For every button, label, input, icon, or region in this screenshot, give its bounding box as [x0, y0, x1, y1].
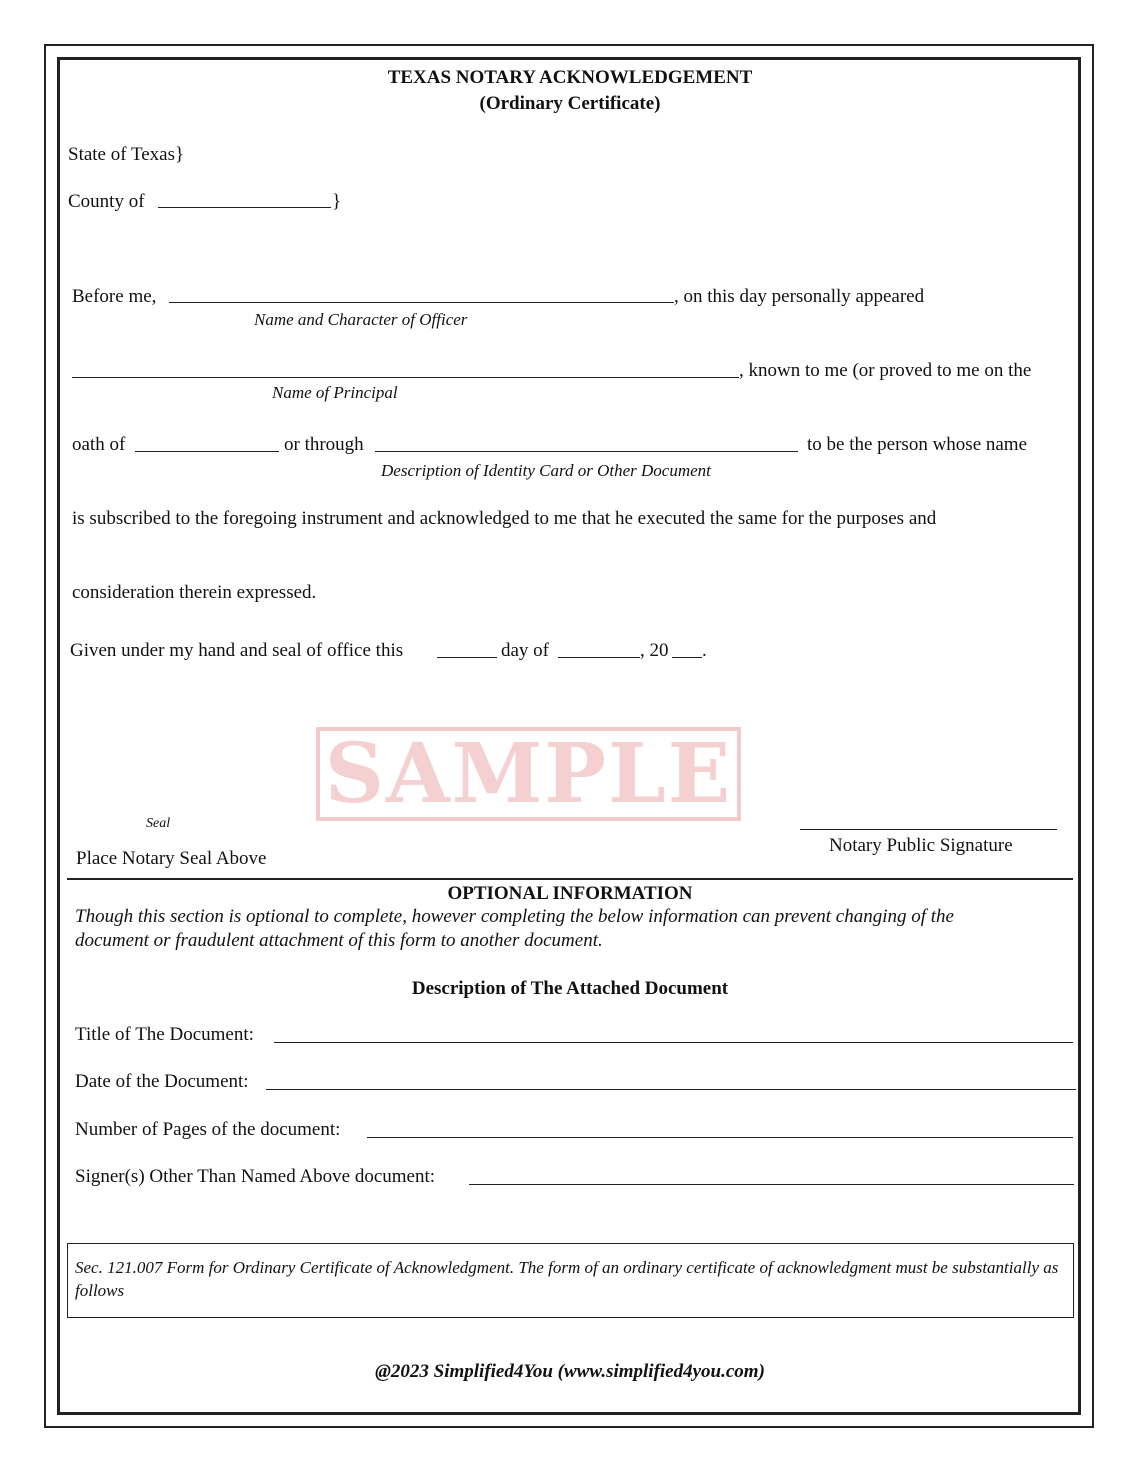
seal-label: Seal — [146, 816, 171, 831]
state-label: State of Texas} — [68, 144, 185, 165]
notary-signature-label: Notary Public Signature — [829, 835, 1013, 856]
document-date-field[interactable] — [266, 1089, 1076, 1090]
document-title-field[interactable] — [274, 1042, 1073, 1043]
county-label: County of — [68, 191, 145, 212]
year-suffix: . — [702, 640, 707, 661]
person-whose-name-text: to be the person whose name — [807, 434, 1028, 455]
year-prefix: , 20 — [640, 640, 669, 661]
page-count-label: Number of Pages of the document: — [75, 1119, 341, 1140]
day-field[interactable] — [437, 657, 497, 658]
attached-document-heading: Description of The Attached Document — [411, 978, 729, 999]
other-signers-label: Signer(s) Other Than Named Above document: — [75, 1166, 436, 1187]
principal-name-field[interactable] — [72, 377, 739, 378]
county-close-brace: } — [332, 191, 342, 212]
day-of-label: day of — [501, 640, 550, 661]
other-signers-field[interactable] — [469, 1184, 1074, 1185]
oath-field[interactable] — [135, 451, 279, 452]
form-subtitle: (Ordinary Certificate) — [479, 93, 661, 114]
personally-appeared-text: , on this day personally appeared — [674, 286, 925, 307]
known-to-me-text: , known to me (or proved to me on the — [739, 360, 1032, 381]
year-field[interactable] — [672, 657, 702, 658]
sample-watermark — [316, 727, 741, 821]
place-seal-label: Place Notary Seal Above — [76, 848, 267, 869]
county-field[interactable] — [158, 207, 331, 208]
page-count-field[interactable] — [367, 1137, 1073, 1138]
statute-text: Sec. 121.007 Form for Ordinary Certificate of Acknowledgment. The form of an ordinary certificate of acknowledgment must be substantially as follows — [75, 1258, 1059, 1300]
optional-note-line2: document or fraudulent attachment of this form to another document. — [75, 930, 603, 951]
officer-name-field[interactable] — [169, 302, 674, 303]
form-title: TEXAS NOTARY ACKNOWLEDGEMENT — [387, 67, 753, 88]
statute-box — [67, 1243, 1074, 1318]
copyright-footer: @2023 Simplified4You (www.simplified4you.com) — [375, 1361, 765, 1382]
officer-caption: Name and Character of Officer — [254, 310, 468, 329]
principal-caption: Name of Principal — [272, 383, 398, 402]
before-me-label: Before me, — [72, 286, 157, 307]
oath-of-label: oath of — [72, 434, 126, 455]
or-through-label: or through — [284, 434, 364, 455]
subscribed-text: is subscribed to the foregoing instrument and acknowledged to me that he executed the same for the purposes and — [72, 508, 937, 529]
optional-note-line1: Though this section is optional to complete, however completing the below information can prevent changing of the — [75, 906, 954, 927]
given-under-text: Given under my hand and seal of office this — [70, 640, 404, 661]
identity-document-field[interactable] — [375, 451, 798, 452]
sample-watermark-text: SAMPLE — [324, 726, 733, 822]
month-field[interactable] — [558, 657, 640, 658]
consideration-text: consideration therein expressed. — [72, 582, 317, 603]
identity-caption: Description of Identity Card or Other Document — [381, 461, 711, 480]
section-divider — [67, 878, 1073, 880]
document-title-label: Title of The Document: — [75, 1024, 254, 1045]
optional-heading: OPTIONAL INFORMATION — [447, 883, 693, 904]
notary-signature-field[interactable] — [800, 829, 1057, 830]
document-date-label: Date of the Document: — [75, 1071, 249, 1092]
